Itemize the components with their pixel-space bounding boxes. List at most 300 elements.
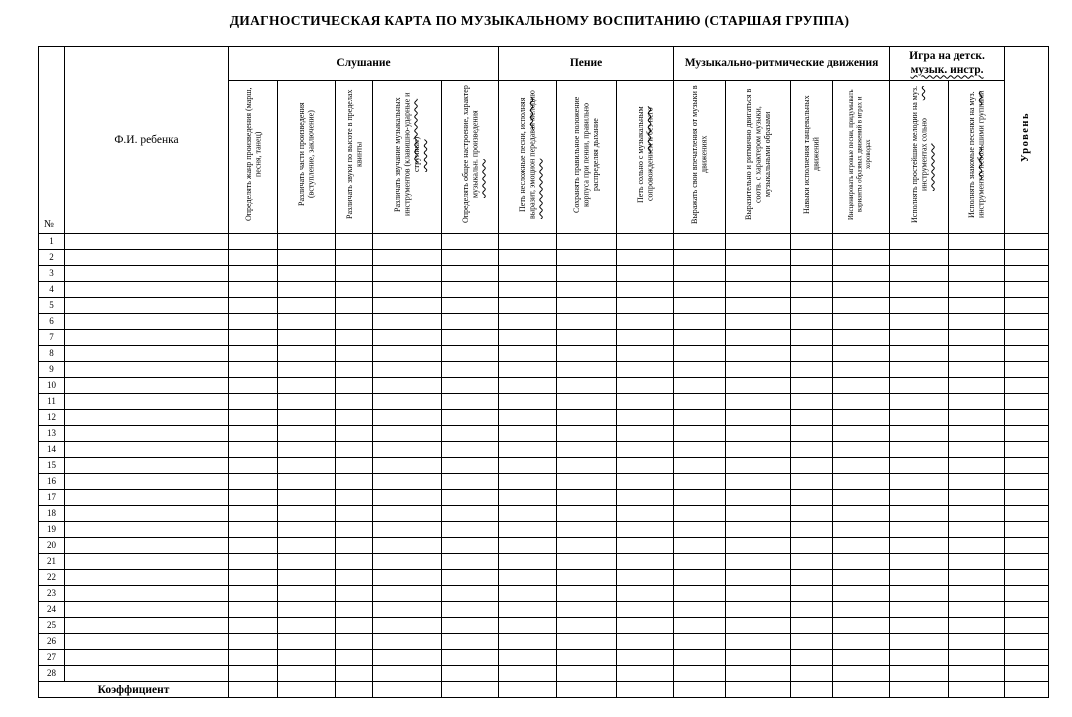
empty-cell <box>336 378 373 394</box>
empty-cell <box>499 458 557 474</box>
empty-cell <box>617 458 674 474</box>
empty-cell <box>278 378 336 394</box>
empty-cell <box>674 282 726 298</box>
empty-cell <box>442 506 499 522</box>
empty-cell <box>557 666 617 682</box>
empty-cell <box>336 634 373 650</box>
row-number: 6 <box>39 314 65 330</box>
empty-cell <box>833 330 890 346</box>
empty-cell <box>557 234 617 250</box>
empty-cell <box>373 554 442 570</box>
empty-cell <box>791 234 833 250</box>
empty-cell <box>373 666 442 682</box>
table-row <box>39 362 1049 378</box>
empty-cell <box>674 314 726 330</box>
empty-cell <box>373 442 442 458</box>
coefficient-cell <box>1005 682 1049 698</box>
table-row <box>39 250 1049 266</box>
empty-cell <box>833 538 890 554</box>
empty-cell <box>726 634 791 650</box>
empty-cell <box>726 250 791 266</box>
table-row <box>39 346 1049 362</box>
empty-cell <box>499 618 557 634</box>
table-row <box>39 490 1049 506</box>
empty-cell <box>949 250 1005 266</box>
empty-cell <box>674 410 726 426</box>
empty-cell <box>674 570 726 586</box>
empty-cell <box>726 346 791 362</box>
column-header-dramatize-songs <box>833 81 890 234</box>
empty-cell <box>278 426 336 442</box>
empty-cell <box>499 426 557 442</box>
empty-cell <box>833 298 890 314</box>
empty-cell <box>278 346 336 362</box>
empty-cell <box>791 602 833 618</box>
empty-cell <box>1005 554 1049 570</box>
empty-cell <box>726 554 791 570</box>
empty-cell <box>1005 378 1049 394</box>
empty-cell <box>229 234 278 250</box>
empty-cell <box>949 330 1005 346</box>
empty-cell <box>674 554 726 570</box>
row-number: 25 <box>39 618 65 634</box>
coefficient-cell <box>499 682 557 698</box>
empty-cell <box>557 362 617 378</box>
empty-cell <box>791 490 833 506</box>
empty-cell <box>833 650 890 666</box>
empty-cell <box>726 522 791 538</box>
empty-cell <box>278 394 336 410</box>
table-row <box>39 298 1049 314</box>
empty-cell <box>1005 490 1049 506</box>
empty-cell <box>229 650 278 666</box>
empty-cell <box>336 570 373 586</box>
empty-cell <box>949 538 1005 554</box>
empty-cell <box>336 490 373 506</box>
empty-cell <box>726 234 791 250</box>
empty-cell <box>65 314 229 330</box>
empty-cell <box>373 522 442 538</box>
empty-cell <box>1005 618 1049 634</box>
empty-cell <box>1005 474 1049 490</box>
empty-cell <box>674 426 726 442</box>
empty-cell <box>617 426 674 442</box>
empty-cell <box>726 442 791 458</box>
empty-cell <box>229 618 278 634</box>
empty-cell <box>499 554 557 570</box>
empty-cell <box>65 298 229 314</box>
empty-cell <box>674 346 726 362</box>
empty-cell <box>1005 650 1049 666</box>
empty-cell <box>442 602 499 618</box>
empty-cell <box>617 378 674 394</box>
coefficient-cell <box>442 682 499 698</box>
empty-cell <box>726 458 791 474</box>
empty-cell <box>499 234 557 250</box>
empty-cell <box>65 538 229 554</box>
empty-cell <box>791 314 833 330</box>
empty-cell <box>442 314 499 330</box>
empty-cell <box>278 458 336 474</box>
empty-cell <box>617 474 674 490</box>
empty-cell <box>499 266 557 282</box>
row-number: 18 <box>39 506 65 522</box>
column-header-text: Петь сольно с музыкальным сопровождением и без него <box>635 106 655 203</box>
empty-cell <box>890 362 949 378</box>
empty-cell <box>1005 586 1049 602</box>
table-row <box>39 474 1049 490</box>
empty-cell <box>791 570 833 586</box>
empty-cell <box>833 570 890 586</box>
empty-cell <box>949 410 1005 426</box>
empty-cell <box>229 426 278 442</box>
empty-cell <box>890 298 949 314</box>
empty-cell <box>65 458 229 474</box>
empty-cell <box>442 618 499 634</box>
table-row <box>39 522 1049 538</box>
rows-body <box>39 234 1049 682</box>
empty-cell <box>949 586 1005 602</box>
empty-cell <box>890 474 949 490</box>
empty-cell <box>229 394 278 410</box>
coefficient-cell <box>833 682 890 698</box>
empty-cell <box>373 346 442 362</box>
empty-cell <box>791 282 833 298</box>
coefficient-cell <box>949 682 1005 698</box>
empty-cell <box>617 330 674 346</box>
empty-cell <box>674 298 726 314</box>
empty-cell <box>890 250 949 266</box>
table-row <box>39 634 1049 650</box>
empty-cell <box>557 650 617 666</box>
empty-cell <box>617 314 674 330</box>
empty-cell <box>674 266 726 282</box>
row-number: 20 <box>39 538 65 554</box>
empty-cell <box>726 314 791 330</box>
coefficient-label: Коэффициент <box>39 682 229 698</box>
empty-cell <box>890 586 949 602</box>
empty-cell <box>499 474 557 490</box>
empty-cell <box>557 442 617 458</box>
empty-cell <box>336 506 373 522</box>
empty-cell <box>65 346 229 362</box>
empty-cell <box>1005 666 1049 682</box>
column-header-text: Различать звуки по высоте в пределах квинты <box>344 89 363 220</box>
empty-cell <box>949 458 1005 474</box>
empty-cell <box>373 650 442 666</box>
column-header-sing-simple-songs <box>499 81 557 234</box>
empty-cell <box>890 634 949 650</box>
empty-cell <box>617 250 674 266</box>
column-header-sing-solo <box>617 81 674 234</box>
empty-cell <box>833 314 890 330</box>
empty-cell <box>726 538 791 554</box>
empty-cell <box>229 522 278 538</box>
empty-cell <box>499 506 557 522</box>
empty-cell <box>442 298 499 314</box>
empty-cell <box>65 378 229 394</box>
empty-cell <box>1005 330 1049 346</box>
empty-cell <box>557 330 617 346</box>
empty-cell <box>617 586 674 602</box>
empty-cell <box>499 490 557 506</box>
empty-cell <box>557 250 617 266</box>
empty-cell <box>791 426 833 442</box>
empty-cell <box>278 618 336 634</box>
empty-cell <box>373 458 442 474</box>
row-number: 7 <box>39 330 65 346</box>
empty-cell <box>791 650 833 666</box>
empty-cell <box>726 650 791 666</box>
empty-cell <box>442 282 499 298</box>
empty-cell <box>833 618 890 634</box>
empty-cell <box>373 234 442 250</box>
empty-cell <box>726 282 791 298</box>
empty-cell <box>373 602 442 618</box>
empty-cell <box>949 602 1005 618</box>
empty-cell <box>833 442 890 458</box>
empty-cell <box>373 538 442 554</box>
column-header-text: Выразительно и ритмично двигаться в соотв. с характером музыки, музыкальными образами <box>743 88 772 221</box>
empty-cell <box>557 474 617 490</box>
empty-cell <box>499 650 557 666</box>
column-header-text: Определять жанр произведения (марш, песня, танец) <box>243 87 262 222</box>
empty-cell <box>336 618 373 634</box>
empty-cell <box>1005 538 1049 554</box>
empty-cell <box>617 298 674 314</box>
empty-cell <box>65 362 229 378</box>
row-number: 15 <box>39 458 65 474</box>
column-header-text: Различать части произведения (вступление, заключение) <box>297 102 316 207</box>
table-row <box>39 314 1049 330</box>
empty-cell <box>336 666 373 682</box>
empty-cell <box>557 634 617 650</box>
empty-cell <box>617 522 674 538</box>
empty-cell <box>499 378 557 394</box>
empty-cell <box>833 554 890 570</box>
empty-cell <box>949 282 1005 298</box>
empty-cell <box>442 474 499 490</box>
empty-cell <box>949 362 1005 378</box>
empty-cell <box>373 266 442 282</box>
empty-cell <box>336 394 373 410</box>
empty-cell <box>442 570 499 586</box>
empty-cell <box>278 586 336 602</box>
empty-cell <box>499 570 557 586</box>
empty-cell <box>229 586 278 602</box>
group-header-rhythmic-movements: Музыкально-ритмические движения <box>674 47 890 81</box>
empty-cell <box>791 266 833 282</box>
empty-cell <box>499 362 557 378</box>
empty-cell <box>373 362 442 378</box>
row-number: 24 <box>39 602 65 618</box>
empty-cell <box>791 442 833 458</box>
empty-cell <box>949 650 1005 666</box>
empty-cell <box>890 458 949 474</box>
coefficient-row <box>39 682 1049 698</box>
empty-cell <box>617 490 674 506</box>
empty-cell <box>890 570 949 586</box>
empty-cell <box>949 490 1005 506</box>
number-column-header: № <box>39 47 65 234</box>
empty-cell <box>890 410 949 426</box>
empty-cell <box>726 602 791 618</box>
empty-cell <box>674 330 726 346</box>
empty-cell <box>442 330 499 346</box>
group-header-listening: Слушание <box>229 47 499 81</box>
empty-cell <box>674 618 726 634</box>
empty-cell <box>229 266 278 282</box>
empty-cell <box>65 650 229 666</box>
empty-cell <box>499 394 557 410</box>
coefficient-cell <box>890 682 949 698</box>
empty-cell <box>373 330 442 346</box>
empty-cell <box>791 458 833 474</box>
empty-cell <box>890 330 949 346</box>
row-number: 27 <box>39 650 65 666</box>
empty-cell <box>278 650 336 666</box>
table-row <box>39 234 1049 250</box>
empty-cell <box>499 410 557 426</box>
empty-cell <box>726 474 791 490</box>
empty-cell <box>1005 634 1049 650</box>
empty-cell <box>229 378 278 394</box>
empty-cell <box>833 378 890 394</box>
empty-cell <box>499 586 557 602</box>
empty-cell <box>557 394 617 410</box>
empty-cell <box>557 618 617 634</box>
empty-cell <box>949 570 1005 586</box>
empty-cell <box>1005 298 1049 314</box>
empty-cell <box>499 538 557 554</box>
coefficient-cell <box>557 682 617 698</box>
empty-cell <box>336 538 373 554</box>
empty-cell <box>442 250 499 266</box>
column-header-play-in-groups <box>949 81 1005 234</box>
empty-cell <box>833 234 890 250</box>
table-row <box>39 378 1049 394</box>
empty-cell <box>949 666 1005 682</box>
empty-cell <box>890 378 949 394</box>
empty-cell <box>726 330 791 346</box>
empty-cell <box>890 506 949 522</box>
empty-cell <box>499 442 557 458</box>
column-header-text: Исполнять простейшие мелодии на муз. инструментах сольно <box>909 85 929 224</box>
empty-cell <box>617 506 674 522</box>
empty-cell <box>791 410 833 426</box>
empty-cell <box>336 602 373 618</box>
empty-cell <box>726 618 791 634</box>
empty-cell <box>833 602 890 618</box>
empty-cell <box>65 618 229 634</box>
empty-cell <box>373 586 442 602</box>
empty-cell <box>442 410 499 426</box>
diagnostic-table <box>38 46 1049 698</box>
empty-cell <box>674 474 726 490</box>
empty-cell <box>949 426 1005 442</box>
empty-cell <box>557 458 617 474</box>
row-number: 26 <box>39 634 65 650</box>
empty-cell <box>336 586 373 602</box>
empty-cell <box>617 346 674 362</box>
empty-cell <box>1005 250 1049 266</box>
empty-cell <box>833 506 890 522</box>
empty-cell <box>726 410 791 426</box>
empty-cell <box>674 666 726 682</box>
empty-cell <box>617 266 674 282</box>
empty-cell <box>674 458 726 474</box>
empty-cell <box>557 410 617 426</box>
empty-cell <box>336 410 373 426</box>
empty-cell <box>557 378 617 394</box>
empty-cell <box>336 650 373 666</box>
empty-cell <box>791 474 833 490</box>
empty-cell <box>617 666 674 682</box>
empty-cell <box>278 298 336 314</box>
empty-cell <box>890 394 949 410</box>
empty-cell <box>726 362 791 378</box>
column-header-express-impressions <box>674 81 726 234</box>
empty-cell <box>949 634 1005 650</box>
row-number: 19 <box>39 522 65 538</box>
empty-cell <box>726 298 791 314</box>
empty-cell <box>499 250 557 266</box>
column-header-text: Инсценировать игровые песни, придумывать варианты образных движений в играх и хороводах <box>848 89 873 220</box>
empty-cell <box>65 266 229 282</box>
empty-cell <box>229 538 278 554</box>
empty-cell <box>833 282 890 298</box>
empty-cell <box>65 522 229 538</box>
row-number: 8 <box>39 346 65 362</box>
empty-cell <box>726 426 791 442</box>
empty-cell <box>499 602 557 618</box>
empty-cell <box>229 458 278 474</box>
empty-cell <box>442 554 499 570</box>
empty-cell <box>278 634 336 650</box>
empty-cell <box>674 586 726 602</box>
coefficient-cell <box>674 682 726 698</box>
table-row <box>39 282 1049 298</box>
empty-cell <box>1005 394 1049 410</box>
empty-cell <box>833 474 890 490</box>
table-row <box>39 570 1049 586</box>
row-number: 21 <box>39 554 65 570</box>
row-number: 5 <box>39 298 65 314</box>
empty-cell <box>890 554 949 570</box>
empty-cell <box>278 554 336 570</box>
empty-cell <box>949 298 1005 314</box>
empty-cell <box>336 298 373 314</box>
empty-cell <box>833 250 890 266</box>
row-number: 13 <box>39 426 65 442</box>
empty-cell <box>442 378 499 394</box>
empty-cell <box>949 522 1005 538</box>
empty-cell <box>557 490 617 506</box>
empty-cell <box>674 538 726 554</box>
empty-cell <box>833 666 890 682</box>
empty-cell <box>442 234 499 250</box>
empty-cell <box>442 522 499 538</box>
empty-cell <box>499 298 557 314</box>
empty-cell <box>791 586 833 602</box>
empty-cell <box>336 362 373 378</box>
empty-cell <box>833 266 890 282</box>
empty-cell <box>373 634 442 650</box>
empty-cell <box>499 282 557 298</box>
empty-cell <box>617 618 674 634</box>
column-header-text: Выражать свои впечатления от музыки в движениях <box>690 85 709 224</box>
level-column-header <box>1005 47 1049 234</box>
